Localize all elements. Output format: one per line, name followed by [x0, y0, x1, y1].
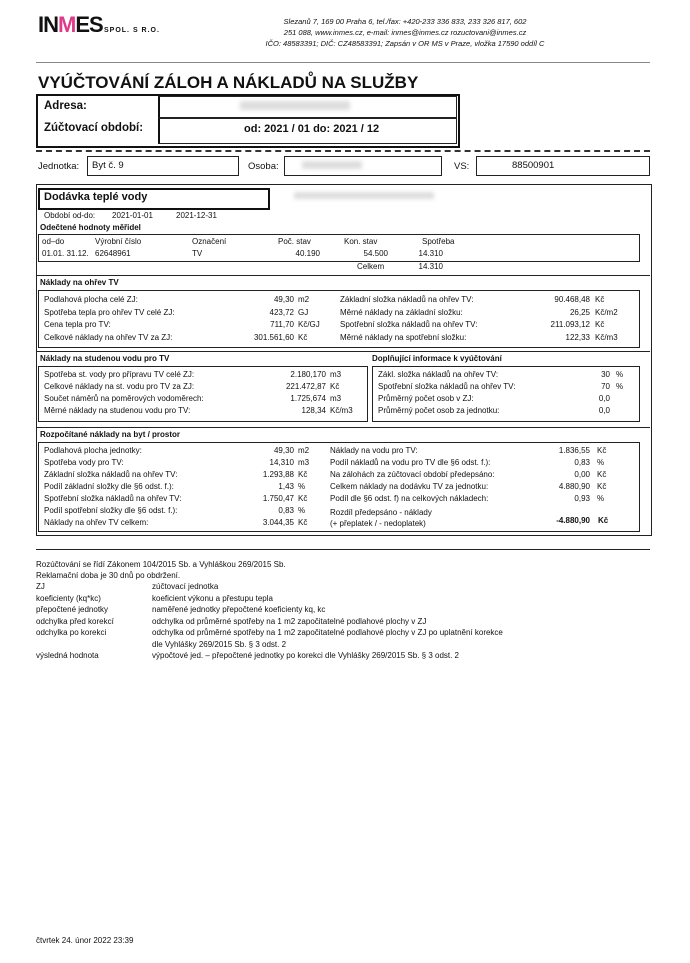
- address-redacted: [240, 101, 350, 110]
- meters-header-odo: od–do: [42, 237, 65, 246]
- meters-header-start: Poč. stav: [278, 237, 311, 246]
- row-value: 90.468,48: [554, 295, 590, 304]
- row-unit: Kč/m3: [330, 406, 353, 415]
- footer-line-1: Rozúčtování se řídí Zákonem 104/2015 Sb. a Vyhláškou 269/2015 Sb.: [36, 560, 286, 569]
- legend-key: odchylka před korekcí: [36, 616, 114, 626]
- row-label: Měrné náklady na studenou vodu pro TV:: [44, 406, 191, 415]
- row-value: 26,25: [569, 307, 590, 317]
- ohrev-title: Náklady na ohřev TV: [40, 278, 119, 287]
- divider-rozpocet: [36, 427, 650, 428]
- row-value: 1.725,674: [290, 394, 326, 403]
- row-value: 122,33: [565, 332, 590, 342]
- row-value: 2.180,170: [290, 370, 326, 379]
- rozdil-unit: Kč: [598, 516, 609, 525]
- row-unit: Kč: [595, 320, 605, 329]
- vs-label: VS:: [454, 161, 470, 172]
- row-value: 0,0: [598, 406, 610, 415]
- obdobi-value: od: 2021 / 01 do: 2021 / 12: [244, 123, 380, 135]
- rozdil-label-2: (+ přeplatek / - nedoplatek): [330, 519, 426, 528]
- row-label: Na zálohách za zúčtovací období předepsáno:: [330, 470, 495, 479]
- row-label: Celkové náklady na ohřev TV za ZJ:: [44, 332, 173, 342]
- row-unit: %: [616, 370, 624, 379]
- jednotka-value: Byt č. 9: [92, 160, 124, 171]
- row-value: 301.561,60: [253, 332, 294, 342]
- row-unit: m3: [330, 394, 342, 403]
- meters-cell-consumption: 14.310: [418, 249, 443, 258]
- row-label: Měrné náklady na základní složku:: [340, 307, 463, 317]
- row-label: Průměrný počet osob v ZJ:: [378, 394, 474, 403]
- row-unit: Kč: [298, 332, 308, 342]
- vs-box: [476, 156, 650, 176]
- row-value: 14,310: [269, 458, 294, 467]
- row-unit: m2: [298, 446, 310, 455]
- row-unit: Kč/GJ: [298, 320, 320, 329]
- legend-value: odchylka od průměrné spotřeby na 1 m2 započitatelné podlahové plochy v ZJ: [152, 616, 427, 626]
- legend-key: ZJ: [36, 582, 45, 591]
- row-unit: Kč: [298, 518, 308, 527]
- row-label: Spotřební složka nákladů na ohřev TV:: [340, 320, 478, 329]
- row-unit: m2: [298, 295, 310, 304]
- rozdil-value: -4.880,90: [556, 516, 590, 525]
- meters-header-consumption: Spotřeba: [422, 237, 455, 246]
- company-logo: INMES: [38, 12, 103, 37]
- divider-ohrev: [36, 275, 650, 276]
- legend-key: koeficienty (kq*kc): [36, 593, 101, 603]
- row-unit: Kč: [597, 482, 607, 491]
- row-unit: Kč: [298, 470, 308, 479]
- row-value: 221.472,87: [285, 382, 326, 391]
- dashed-divider: [36, 150, 650, 152]
- row-value: 1,43: [278, 482, 294, 491]
- meters-total-value: 14.310: [418, 262, 443, 271]
- meters-cell-start: 40.190: [295, 249, 320, 258]
- row-unit: %: [616, 382, 624, 391]
- meters-cell-odo: 01.01. 31.12.: [42, 249, 89, 258]
- vs-value: 88500901: [512, 160, 555, 171]
- row-label: Průměrný počet osob za jednotku:: [378, 406, 500, 415]
- row-label: Podlahová plocha jednotky:: [44, 446, 142, 455]
- row-unit: GJ: [298, 307, 309, 317]
- row-label: Základní složka nákladů na ohřev TV:: [340, 295, 474, 304]
- rozdil-label-1: Rozdíl předepsáno - náklady: [330, 508, 432, 517]
- jednotka-label: Jednotka:: [38, 161, 80, 172]
- row-label: Zákl. složka nákladů na ohřev TV:: [378, 370, 499, 379]
- row-value: 211.093,12: [550, 320, 590, 329]
- row-value: 30: [601, 370, 610, 379]
- header-address-line-1: Slezanů 7, 169 00 Praha 6, tel./fax: +420-233 336 833, 233 326 817, 602: [283, 17, 527, 26]
- row-unit: %: [597, 494, 605, 503]
- row-label: Podíl dle §6 odst. f) na celkových nákladech:: [330, 494, 489, 503]
- row-value: 0,83: [278, 506, 294, 515]
- row-value: 0,83: [574, 458, 590, 467]
- row-value: 0,00: [574, 470, 590, 479]
- meters-header-serial: Výrobní číslo: [95, 237, 142, 246]
- meters-cell-label: TV: [192, 249, 203, 258]
- section-title: Dodávka teplé vody: [44, 191, 148, 203]
- row-value: 1.836,55: [558, 446, 590, 455]
- row-value: 49,30: [273, 446, 294, 455]
- legend-value: výpočtové jed. – přepočtené jednotky po korekci dle Vyhlášky 269/2015 Sb. § 3 odst. 2: [152, 651, 460, 660]
- row-label: Náklady na ohřev TV celkem:: [44, 518, 149, 527]
- footer-line-2: Reklamační doba je 30 dnů po obdržení.: [36, 571, 181, 580]
- row-unit: m3: [298, 458, 310, 467]
- section-redacted: [294, 192, 434, 199]
- footer-divider: [36, 549, 650, 550]
- row-label: Spotřeba tepla pro ohřev TV celé ZJ:: [44, 307, 175, 317]
- legend-value: zúčtovací jednotka: [152, 582, 219, 591]
- row-value: 423,72: [269, 307, 294, 317]
- row-unit: Kč: [597, 446, 607, 455]
- legend-key: výsledná hodnota: [36, 651, 99, 660]
- obdobi-label: Zúčtovací období:: [44, 122, 144, 134]
- row-label: Spotřeba st. vody pro přípravu TV celé ZJ:: [44, 370, 195, 379]
- row-unit: Kč: [298, 494, 308, 503]
- row-unit: Kč/m3: [595, 332, 618, 342]
- header-address-line-3: IČO: 48583391; DIČ: CZ48583391; Zapsán v OR MS v Praze, vložka 17590 oddíl C: [265, 39, 545, 48]
- obdobi-row-label: Období od-do:: [44, 211, 96, 220]
- osoba-label: Osoba:: [248, 161, 279, 172]
- obdobi-row-from: 2021-01-01: [112, 211, 153, 220]
- meters-cell-serial: 62648961: [95, 249, 131, 258]
- row-value: 4.880,90: [558, 482, 590, 491]
- obdobi-row-to: 2021-12-31: [176, 211, 217, 220]
- row-label: Podlahová plocha celé ZJ:: [44, 295, 138, 304]
- row-unit: Kč/m2: [595, 307, 618, 317]
- row-label: Celkem náklady na dodávku TV za jednotku:: [330, 482, 489, 491]
- row-label: Podíl základní složky dle §6 odst. f.):: [44, 482, 174, 491]
- meters-header-label: Označení: [192, 237, 227, 246]
- row-label: Náklady na vodu pro TV:: [330, 446, 418, 455]
- legend-key: přepočtené jednotky: [36, 605, 109, 614]
- rozpocet-title: Rozpočítané náklady na byt / prostor: [40, 430, 181, 439]
- page-title: VYÚČTOVÁNÍ ZÁLOH A NÁKLADŮ NA SLUŽBY: [38, 73, 419, 92]
- row-value: 49,30: [273, 295, 294, 304]
- header-divider: [36, 62, 650, 63]
- row-label: Součet náměrů na poměrových vodoměrech:: [44, 394, 204, 403]
- row-unit: %: [298, 506, 306, 515]
- doplnujici-title: Doplňující informace k vyúčtování: [372, 354, 502, 363]
- meters-cell-end: 54.500: [363, 249, 388, 258]
- legend-key: odchylka po korekci: [36, 628, 107, 637]
- row-value: 0,0: [598, 394, 610, 403]
- osoba-redacted: [302, 161, 362, 169]
- row-unit: %: [298, 482, 306, 491]
- row-label: Spotřební složka nákladů na ohřev TV:: [378, 382, 516, 391]
- row-label: Podíl spotřební složky dle §6 odst. f.):: [44, 506, 178, 515]
- divider-studena: [36, 351, 650, 352]
- row-value: 711,70: [270, 320, 294, 329]
- row-label: Spotřeba vody pro TV:: [44, 458, 124, 467]
- meters-title: Odečtené hodnoty měřidel: [40, 223, 141, 232]
- row-value: 3.044,35: [262, 518, 294, 527]
- row-unit: m3: [330, 370, 342, 379]
- row-label: Celkové náklady na st. vodu pro TV za ZJ:: [44, 382, 195, 391]
- timestamp: čtvrtek 24. únor 2022 23:39: [36, 936, 134, 945]
- studena-title: Náklady na studenou vodu pro TV: [40, 354, 170, 363]
- row-value: 70: [601, 382, 610, 391]
- meters-total-label: Celkem: [357, 262, 385, 271]
- row-label: Cena tepla pro TV:: [44, 320, 111, 329]
- legend-value: koeficient výkonu a přestupu tepla: [152, 593, 273, 603]
- row-label: Měrné náklady na spotřební složku:: [340, 332, 467, 342]
- row-label: Základní složka nákladů na ohřev TV:: [44, 470, 178, 479]
- row-unit: Kč: [597, 470, 607, 479]
- row-value: 128,34: [301, 406, 326, 415]
- meters-header-end: Kon. stav: [344, 237, 378, 246]
- row-label: Spotřební složka nákladů na ohřev TV:: [44, 494, 182, 503]
- row-value: 0,93: [574, 494, 590, 503]
- row-unit: Kč: [595, 295, 605, 304]
- legend-value: odchylka od průměrné spotřeby na 1 m2 započitatelné podlahové plochy v ZJ po uplatnění korekce: [152, 628, 503, 637]
- legend-value: dle Vyhlášky 269/2015 Sb. § 3 odst. 2: [152, 639, 287, 649]
- adresa-label: Adresa:: [44, 100, 87, 112]
- row-unit: %: [597, 458, 605, 467]
- logo-subtitle: SPOL. S R.O.: [104, 27, 160, 34]
- row-unit: Kč: [330, 382, 340, 391]
- row-value: 1.750,47: [262, 494, 294, 503]
- header-address-line-2: 251 088, www.inmes.cz, e-mail: inmes@inmes.cz rozuctovani@inmes.cz: [283, 28, 527, 37]
- legend-value: naměřené jednotky přepočtené koeficienty kq, kc: [152, 605, 326, 614]
- row-label: Podíl nákladů na vodu pro TV dle §6 odst. f.):: [330, 458, 491, 467]
- row-value: 1.293,88: [262, 470, 294, 479]
